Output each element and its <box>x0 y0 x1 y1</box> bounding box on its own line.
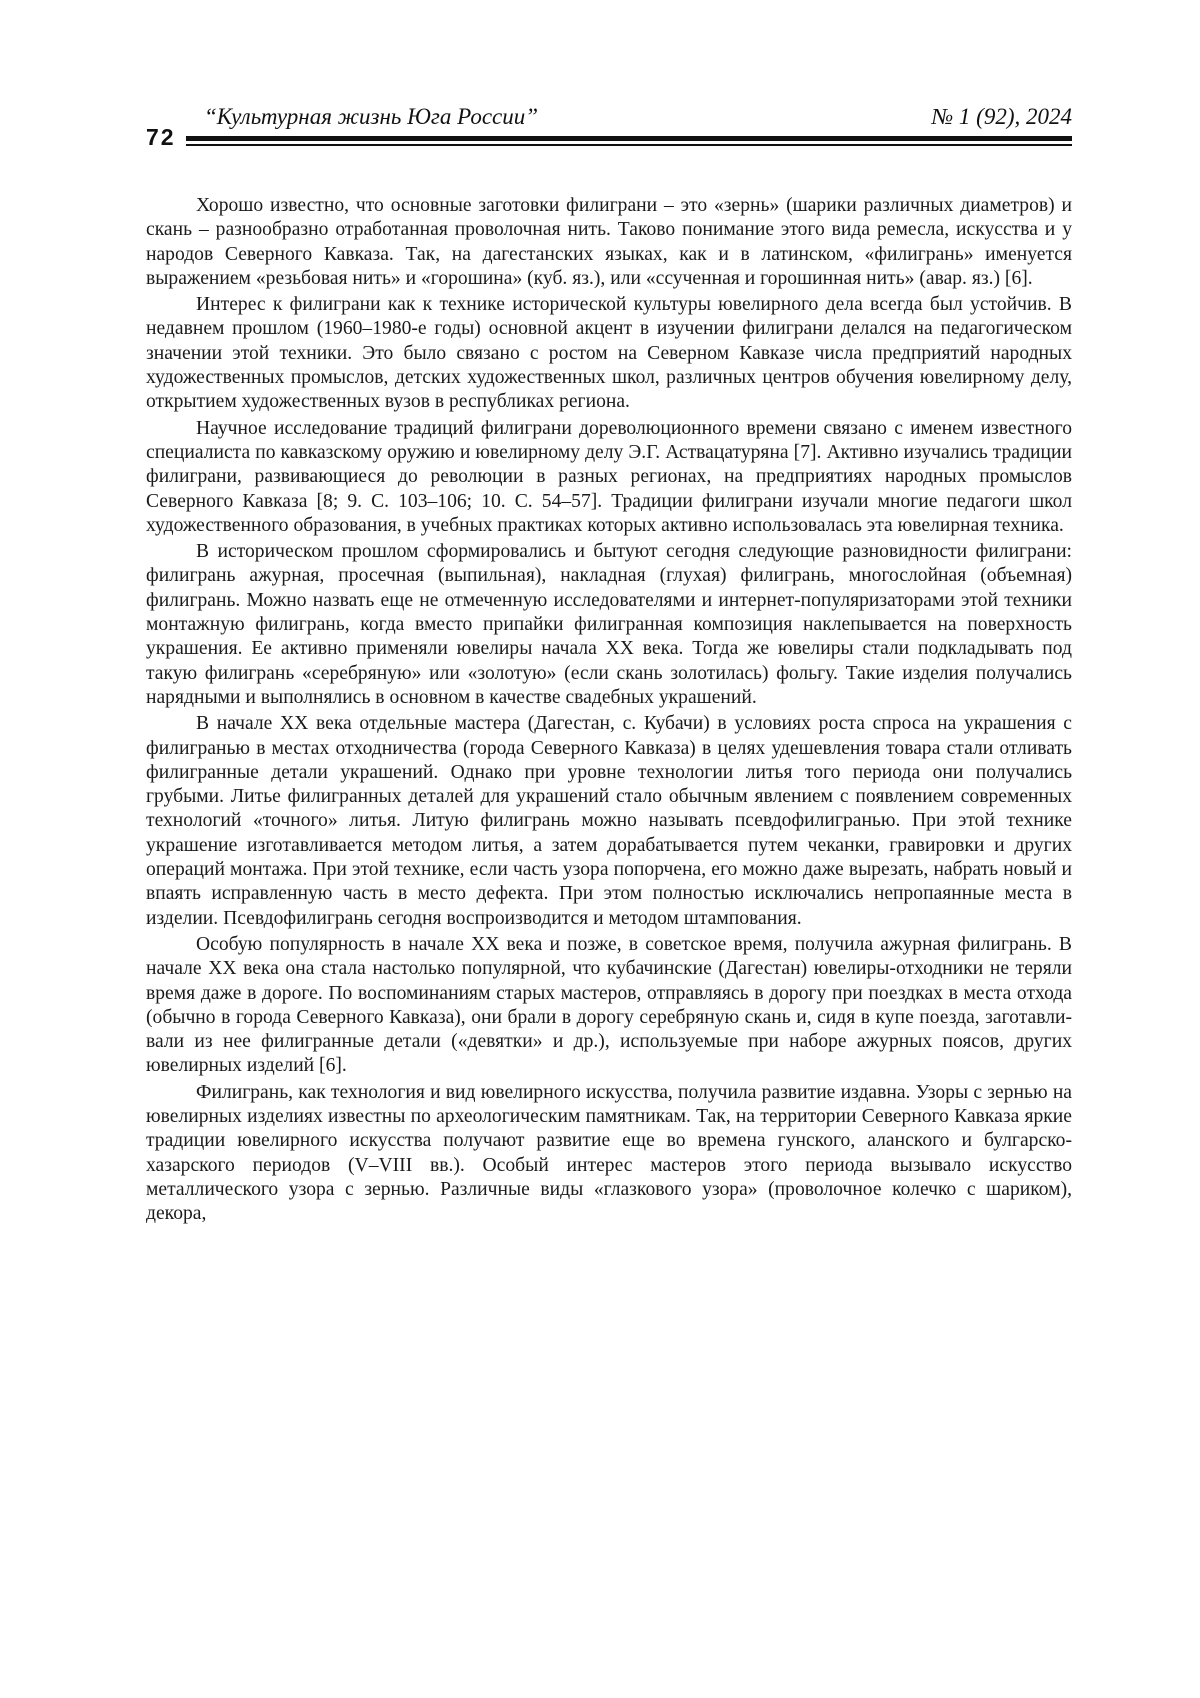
page-number: 72 <box>146 124 176 150</box>
journal-title: “Культурная жизнь Юга России” <box>204 104 539 129</box>
paragraph-4: В историческом прошлом сформировались и бытуют сегодня следующие разновидности филиграни: филигрань ажурная, просечная (выпильная), накладная (глухая) филигрань, многослойная (объемная) филигрань. Можно назвать еще не отмеченную исследователями и интернет-популяризаторами этой техники монтажную филигрань, когда вместо припайки филигранная композиция наклепывается на поверхность украшения. Ее активно применяли ювелиры начала XX века. Тогда же ювелиры стали подкладывать под такую филигрань «серебряную» или «золотую» (если скань золотилась) фольгу. Такие изделия получались нарядными и выполнялись в основном в качестве свадебных украшений. <box>146 541 1072 708</box>
article-body <box>146 194 1072 1228</box>
paragraph-2: Интерес к филиграни как к технике исторической культуры ювелирного дела всегда был устойчив. В недавнем прошлом (1960–1980-е годы) основной акцент в изучении филиграни делался на педагогическом значении этой техники. Это было связано с ростом на Северном Кавказе числа предприятий народных художественных промыслов, детских художественных школ, различных центров обучения ювелирному делу, открытием художественных вузов в республиках региона. <box>146 294 1072 413</box>
paragraph-6: Особую популярность в начале XX века и позже, в советское время, получила ажурная филигрань. В начале XX века она стала настолько популярной, что кубачинские (Дагестан) ювелиры-отходники не теряли время даже в дороге. По воспоминаниям старых мастеров, отправляясь в дорогу при поездках в места отхода (обычно в города Северного Кавказа), они брали в дорогу серебряную скань и, сидя в купе поезда, заготавливали из нее филигранные детали («девятки» и др.), используемые при наборе ажурных поясов, других ювелирных изделий [6]. <box>146 933 1072 1077</box>
paragraph-1: Хорошо известно, что основные заготовки филиграни – это «зернь» (шарики различных диаметров) и скань – разнообразно отработанная проволочная нить. Таково понимание этого вида ремесла, искусства и у народов Северного Кавказа. Так, на дагестанских языках, как и в латинском, «филигрань» именуется выражением «резьбовая нить» и «горошина» (куб. яз.), или «ссученная и горошинная нить» (авар. яз.) [6]. <box>146 195 1072 289</box>
header-rule-thick <box>186 136 1072 141</box>
issue-info: № 1 (92), 2024 <box>931 104 1072 129</box>
paragraph-3: Научное исследование традиций филиграни дореволюционного времени связано с именем известного специалиста по кавказскому оружию и ювелирному делу Э.Г. Аствацатуряна [7]. Активно изучались традиции филиграни, развивающиеся до революции в разных регионах, на предприятиях народных промыслов Северного Кавказа [8; 9. С. 103–106; 10. С. 54–57]. Традиции филиграни изучали многие педагоги школ художественного образования, в учебных практиках которых активно использовалась эта ювелирная техника. <box>146 417 1072 536</box>
paragraph-7: Филигрань, как технология и вид ювелирного искусства, получила развитие издавна. Узоры с зернью на ювелирных изделиях известны по археологическим памятникам. Так, на территории Северного Кавказа яркие традиции ювелирного искусства получают развитие еще во времена гунского, аланского и булгарско-хазарского периодов (V–VIII вв.). Особый интерес мастеров этого периода вызывало искусство металлического узора с зернью. Различные виды «глазкового узора» (проволочное колечко с шариком), декора, <box>146 1081 1072 1225</box>
paragraph-5: В начале XX века отдельные мастера (Дагестан, с. Кубачи) в условиях роста спроса на украшения с филигранью в местах отходничества (города Северного Кавказа) в целях удешевления товара стали отливать филигранные детали украшений. Однако при уровне технологии литья того периода они получались грубыми. Литье филигранных деталей для украшений стало обычным явлением с появлением современных технологий «точного» литья. Литую филигрань можно называть псевдофилигранью. При этой технике украшение изготавливается методом литья, а затем дорабатывается путем чеканки, гравировки и других операций монтажа. При этой технике, если часть узора попорчена, его можно даже вырезать, набрать новый и впаять исправленную часть в место дефекта. При этом полностью исключались непропаянные места в изделии. Псевдофилигрань сегодня воспроизводится и методом штампования. <box>146 713 1072 929</box>
header-rule-thin <box>186 144 1072 146</box>
